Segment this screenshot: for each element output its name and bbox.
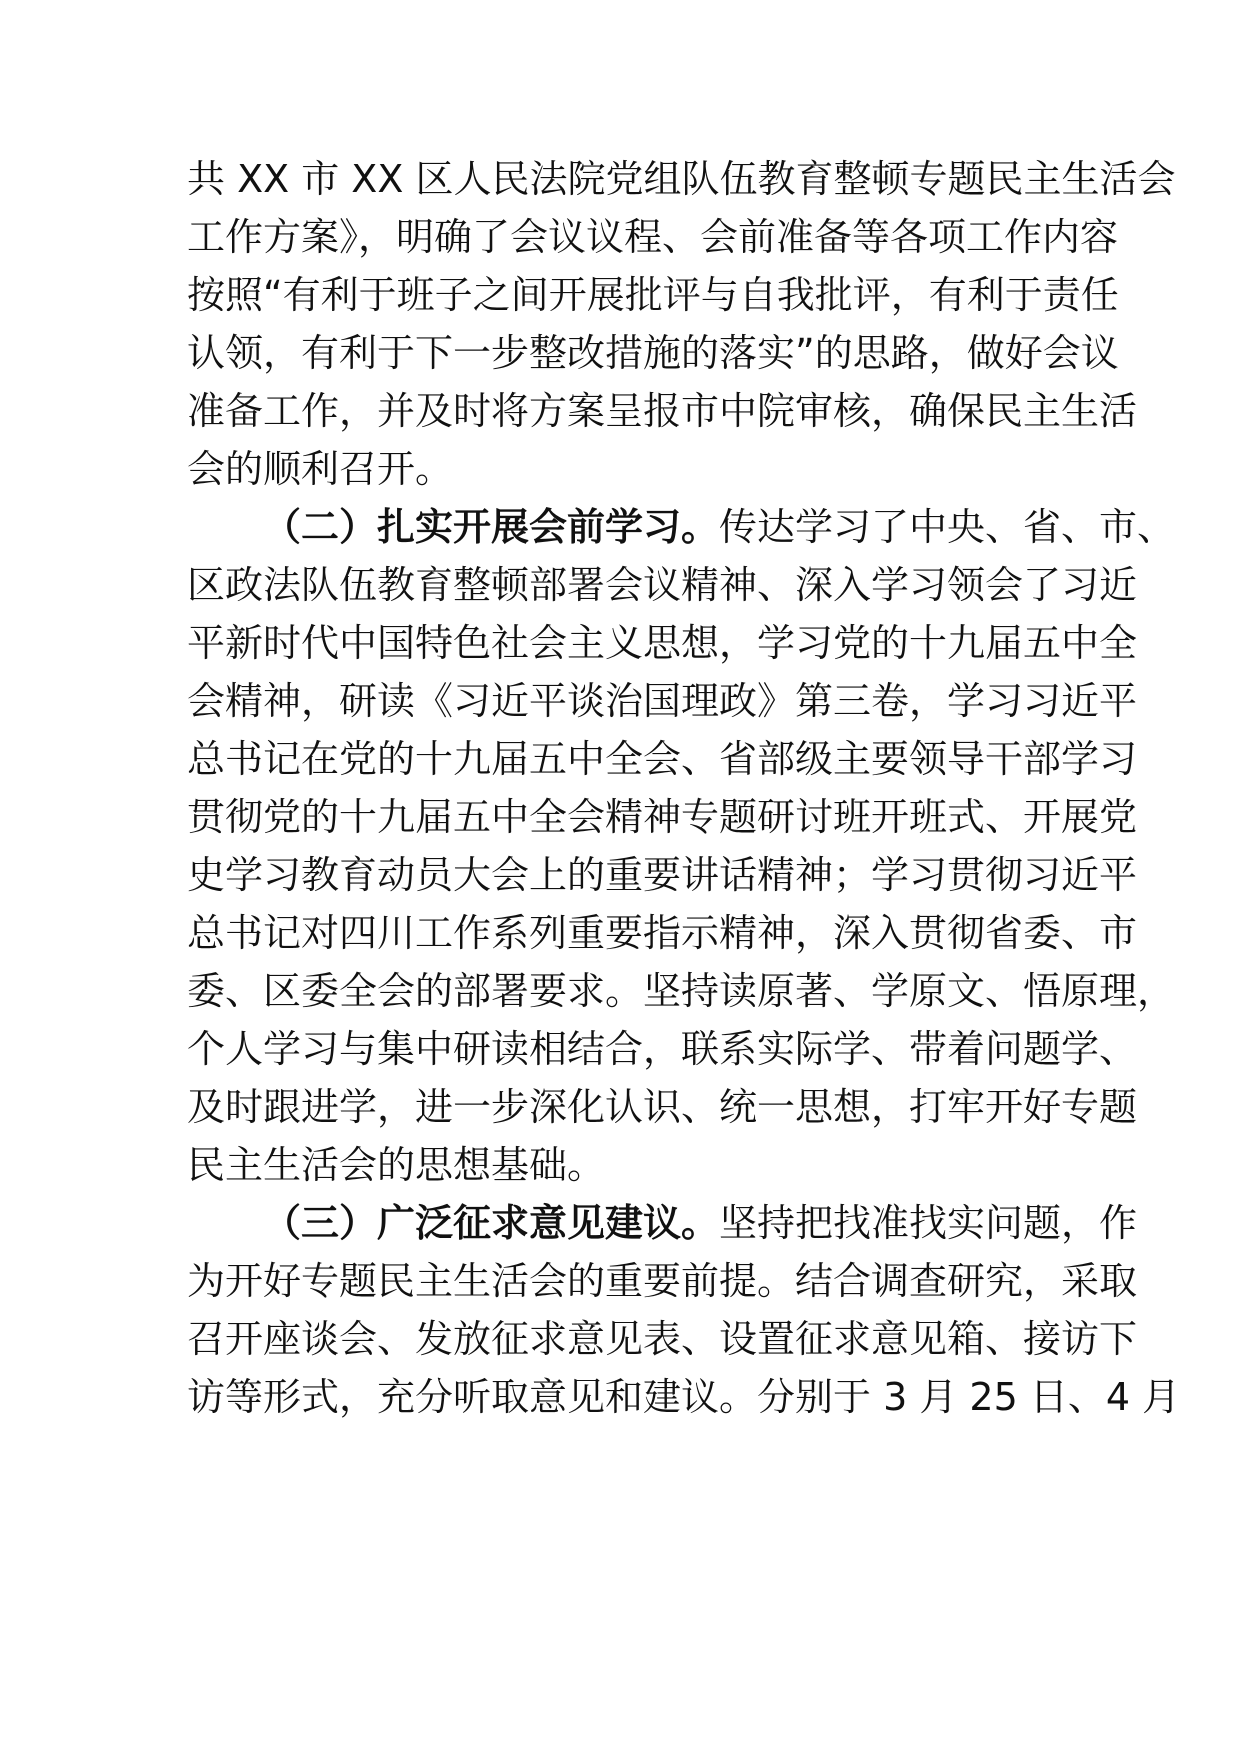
paragraph-3-heading: （三）广泛征求意见建议。 xyxy=(263,1201,720,1245)
paragraph-2-line-3: 平新时代中国特色社会主义思想，学习党的十九届五中全 xyxy=(187,621,1138,665)
paragraph-1-line-4: 认领，有利于下一步整改措施的落实”的思路，做好会议 xyxy=(187,331,1119,375)
paragraph-1-line-1: 共 XX 市 XX 区人民法院党组队伍教育整顿专题民主生活会 xyxy=(187,157,1176,201)
paragraph-2-line-2: 区政法队伍教育整顿部署会议精神、深入学习领会了习近 xyxy=(187,563,1138,607)
paragraph-2-line-6: 贯彻党的十九届五中全会精神专题研讨班开班式、开展党 xyxy=(187,795,1138,839)
paragraph-3-line-4: 访等形式，充分听取意见和建议。分别于 3 月 25 日、4 月 xyxy=(187,1375,1181,1419)
paragraph-1-line-6: 会的顺利召开。 xyxy=(187,447,454,491)
paragraph-2-line-9: 委、区委全会的部署要求。坚持读原著、学原文、悟原理， xyxy=(187,969,1176,1013)
paragraph-2-first-line-text: 传达学习了中央、省、市、 xyxy=(719,505,1176,549)
paragraph-1-line-2: 工作方案》，明确了会议议程、会前准备等各项工作内容 xyxy=(187,215,1119,259)
paragraph-2-line-8: 总书记对四川工作系列重要指示精神，深入贯彻省委、市 xyxy=(187,911,1138,955)
paragraph-2-heading: （二）扎实开展会前学习。 xyxy=(263,505,720,549)
paragraph-2-line-4: 会精神，研读《习近平谈治国理政》第三卷，学习习近平 xyxy=(187,679,1138,723)
paragraph-2-line-11: 及时跟进学，进一步深化认识、统一思想，打牢开好专题 xyxy=(187,1085,1138,1129)
paragraph-3-first-line-text: 坚持把找准找实问题，作 xyxy=(719,1201,1138,1245)
paragraph-2-line-7: 史学习教育动员大会上的重要讲话精神；学习贯彻习近平 xyxy=(187,853,1138,897)
paragraph-2-line-5: 总书记在党的十九届五中全会、省部级主要领导干部学习 xyxy=(187,737,1138,781)
paragraph-1-line-3: 按照“有利于班子之间开展批评与自我批评，有利于责任 xyxy=(187,273,1119,317)
paragraph-3-line-2: 为开好专题民主生活会的重要前提。结合调查研究，采取 xyxy=(187,1259,1138,1303)
paragraph-1-line-5: 准备工作，并及时将方案呈报市中院审核，确保民主生活 xyxy=(187,389,1138,433)
paragraph-2-line-12: 民主生活会的思想基础。 xyxy=(187,1143,606,1187)
paragraph-2-line-10: 个人学习与集中研读相结合，联系实际学、带着问题学、 xyxy=(187,1027,1138,1071)
paragraph-3-line-3: 召开座谈会、发放征求意见表、设置征求意见箱、接访下 xyxy=(187,1317,1138,1361)
paragraph-3-first-line xyxy=(263,1199,1137,1247)
paragraph-2-first-line xyxy=(263,503,1175,551)
